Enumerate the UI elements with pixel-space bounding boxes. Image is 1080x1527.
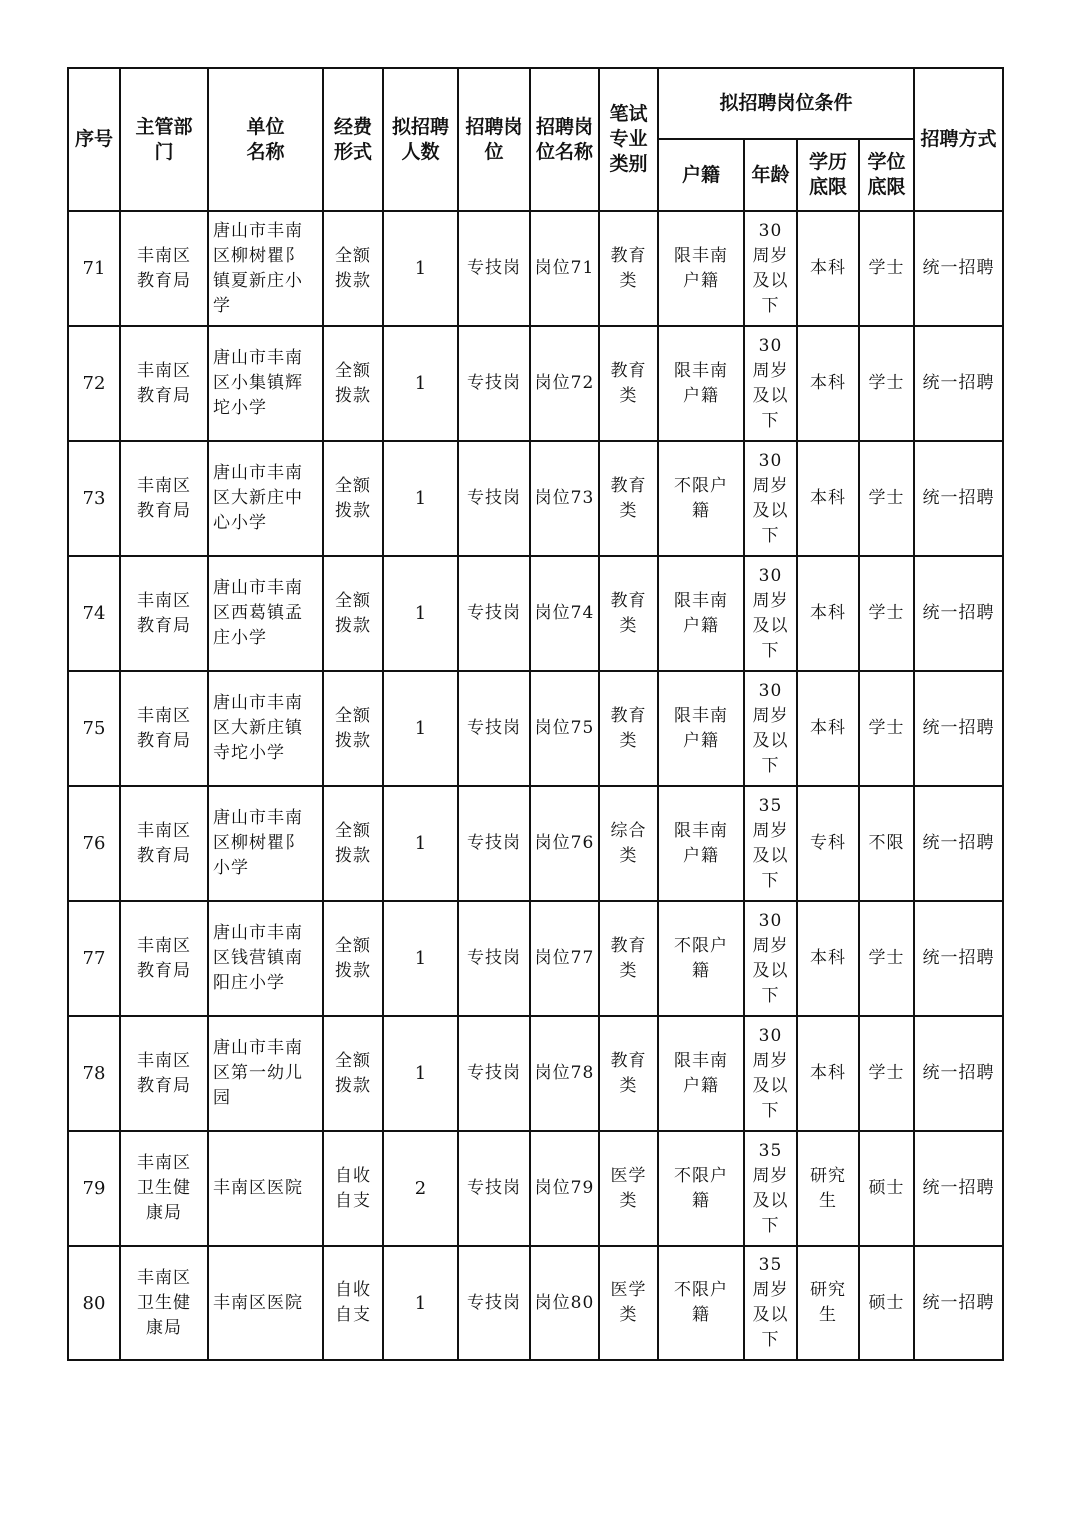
cell-method: 统一招聘 — [914, 326, 1003, 441]
cell-degree: 学士 — [859, 556, 914, 671]
cell-huji: 不限户籍 — [658, 1246, 744, 1360]
cell-funding: 自收自支 — [323, 1131, 383, 1246]
cell-count: 1 — [383, 211, 458, 326]
cell-count: 1 — [383, 556, 458, 671]
cell-huji: 限丰南户籍 — [658, 1016, 744, 1131]
cell-method: 统一招聘 — [914, 441, 1003, 556]
cell-funding: 全额拨款 — [323, 441, 383, 556]
cell-seq: 71 — [68, 211, 120, 326]
cell-age: 30周岁及以下 — [744, 556, 797, 671]
header-degree: 学位底限 — [859, 139, 914, 211]
cell-exam-category: 教育类 — [599, 1016, 658, 1131]
cell-edu: 本科 — [797, 901, 859, 1016]
cell-count: 1 — [383, 1016, 458, 1131]
cell-post-type: 专技岗 — [458, 1246, 530, 1360]
cell-dept: 丰南区教育局 — [120, 671, 208, 786]
cell-age: 35周岁及以下 — [744, 1246, 797, 1360]
cell-dept: 丰南区卫生健康局 — [120, 1246, 208, 1360]
cell-seq: 72 — [68, 326, 120, 441]
cell-unit: 唐山市丰南区柳树瞿阝镇夏新庄小学 — [208, 211, 323, 326]
cell-count: 1 — [383, 786, 458, 901]
cell-post-type: 专技岗 — [458, 441, 530, 556]
cell-count: 1 — [383, 441, 458, 556]
cell-seq: 75 — [68, 671, 120, 786]
cell-dept: 丰南区教育局 — [120, 211, 208, 326]
cell-seq: 80 — [68, 1246, 120, 1360]
cell-age: 30周岁及以下 — [744, 441, 797, 556]
cell-huji: 不限户籍 — [658, 441, 744, 556]
cell-post-name: 岗位73 — [530, 441, 599, 556]
cell-dept: 丰南区教育局 — [120, 556, 208, 671]
cell-huji: 限丰南户籍 — [658, 786, 744, 901]
cell-funding: 全额拨款 — [323, 556, 383, 671]
cell-unit: 唐山市丰南区柳树瞿阝小学 — [208, 786, 323, 901]
cell-funding: 全额拨款 — [323, 671, 383, 786]
cell-degree: 学士 — [859, 671, 914, 786]
cell-seq: 77 — [68, 901, 120, 1016]
cell-edu: 本科 — [797, 1016, 859, 1131]
cell-degree: 硕士 — [859, 1246, 914, 1360]
cell-age: 30周岁及以下 — [744, 1016, 797, 1131]
cell-count: 1 — [383, 1246, 458, 1360]
header-edu: 学历底限 — [797, 139, 859, 211]
cell-edu: 研究生 — [797, 1246, 859, 1360]
cell-age: 30周岁及以下 — [744, 326, 797, 441]
table-row — [68, 326, 1003, 441]
cell-method: 统一招聘 — [914, 786, 1003, 901]
cell-post-name: 岗位71 — [530, 211, 599, 326]
table-row — [68, 786, 1003, 901]
header-post-type: 招聘岗位 — [458, 68, 530, 211]
cell-post-name: 岗位76 — [530, 786, 599, 901]
cell-dept: 丰南区教育局 — [120, 326, 208, 441]
cell-degree: 学士 — [859, 441, 914, 556]
cell-post-name: 岗位77 — [530, 901, 599, 1016]
cell-funding: 全额拨款 — [323, 901, 383, 1016]
cell-method: 统一招聘 — [914, 671, 1003, 786]
cell-method: 统一招聘 — [914, 556, 1003, 671]
cell-post-name: 岗位74 — [530, 556, 599, 671]
table-row — [68, 211, 1003, 326]
cell-seq: 74 — [68, 556, 120, 671]
table-row — [68, 441, 1003, 556]
cell-huji: 不限户籍 — [658, 901, 744, 1016]
cell-seq: 73 — [68, 441, 120, 556]
table-row — [68, 1016, 1003, 1131]
cell-age: 30周岁及以下 — [744, 211, 797, 326]
header-exam-category: 笔试专业类别 — [599, 68, 658, 211]
cell-seq: 78 — [68, 1016, 120, 1131]
cell-exam-category: 综合类 — [599, 786, 658, 901]
cell-exam-category: 教育类 — [599, 211, 658, 326]
table-row — [68, 901, 1003, 1016]
cell-post-type: 专技岗 — [458, 556, 530, 671]
cell-unit: 唐山市丰南区第一幼儿园 — [208, 1016, 323, 1131]
cell-post-type: 专技岗 — [458, 211, 530, 326]
cell-count: 2 — [383, 1131, 458, 1246]
cell-post-name: 岗位80 — [530, 1246, 599, 1360]
header-seq: 序号 — [68, 68, 120, 211]
cell-dept: 丰南区教育局 — [120, 1016, 208, 1131]
cell-post-name: 岗位75 — [530, 671, 599, 786]
cell-seq: 76 — [68, 786, 120, 901]
cell-unit: 唐山市丰南区西葛镇孟庄小学 — [208, 556, 323, 671]
header-unit: 单位名称 — [208, 68, 323, 211]
cell-edu: 本科 — [797, 211, 859, 326]
recruitment-table — [67, 67, 1004, 1361]
cell-unit: 唐山市丰南区大新庄镇寺坨小学 — [208, 671, 323, 786]
cell-exam-category: 教育类 — [599, 441, 658, 556]
cell-huji: 限丰南户籍 — [658, 326, 744, 441]
cell-age: 30周岁及以下 — [744, 671, 797, 786]
cell-exam-category: 医学类 — [599, 1246, 658, 1360]
cell-degree: 不限 — [859, 786, 914, 901]
header-count: 拟招聘人数 — [383, 68, 458, 211]
cell-age: 35周岁及以下 — [744, 786, 797, 901]
header-post-name: 招聘岗位名称 — [530, 68, 599, 211]
cell-post-type: 专技岗 — [458, 901, 530, 1016]
cell-age: 35周岁及以下 — [744, 1131, 797, 1246]
header-method: 招聘方式 — [914, 68, 1003, 211]
cell-post-name: 岗位79 — [530, 1131, 599, 1246]
cell-method: 统一招聘 — [914, 1131, 1003, 1246]
header-conditions: 拟招聘岗位条件 — [658, 68, 914, 139]
cell-huji: 限丰南户籍 — [658, 556, 744, 671]
cell-exam-category: 教育类 — [599, 326, 658, 441]
cell-edu: 专科 — [797, 786, 859, 901]
cell-count: 1 — [383, 671, 458, 786]
cell-exam-category: 教育类 — [599, 556, 658, 671]
cell-degree: 学士 — [859, 326, 914, 441]
header-huji: 户籍 — [658, 139, 744, 211]
cell-unit: 丰南区医院 — [208, 1131, 323, 1246]
cell-post-name: 岗位78 — [530, 1016, 599, 1131]
cell-age: 30周岁及以下 — [744, 901, 797, 1016]
cell-dept: 丰南区卫生健康局 — [120, 1131, 208, 1246]
cell-unit: 唐山市丰南区小集镇辉坨小学 — [208, 326, 323, 441]
cell-edu: 研究生 — [797, 1131, 859, 1246]
cell-dept: 丰南区教育局 — [120, 786, 208, 901]
cell-method: 统一招聘 — [914, 901, 1003, 1016]
cell-seq: 79 — [68, 1131, 120, 1246]
cell-funding: 全额拨款 — [323, 326, 383, 441]
cell-unit: 唐山市丰南区大新庄中心小学 — [208, 441, 323, 556]
cell-degree: 学士 — [859, 1016, 914, 1131]
cell-dept: 丰南区教育局 — [120, 441, 208, 556]
cell-post-type: 专技岗 — [458, 786, 530, 901]
cell-edu: 本科 — [797, 441, 859, 556]
cell-post-type: 专技岗 — [458, 671, 530, 786]
cell-method: 统一招聘 — [914, 211, 1003, 326]
table-row — [68, 1246, 1003, 1360]
header-dept: 主管部门 — [120, 68, 208, 211]
cell-method: 统一招聘 — [914, 1246, 1003, 1360]
cell-funding: 自收自支 — [323, 1246, 383, 1360]
cell-funding: 全额拨款 — [323, 1016, 383, 1131]
cell-dept: 丰南区教育局 — [120, 901, 208, 1016]
cell-count: 1 — [383, 901, 458, 1016]
table-row — [68, 556, 1003, 671]
cell-exam-category: 医学类 — [599, 1131, 658, 1246]
header-age: 年龄 — [744, 139, 797, 211]
cell-post-type: 专技岗 — [458, 1016, 530, 1131]
cell-huji: 限丰南户籍 — [658, 671, 744, 786]
table-row — [68, 671, 1003, 786]
cell-funding: 全额拨款 — [323, 786, 383, 901]
cell-edu: 本科 — [797, 326, 859, 441]
cell-exam-category: 教育类 — [599, 671, 658, 786]
header-funding: 经费形式 — [323, 68, 383, 211]
cell-exam-category: 教育类 — [599, 901, 658, 1016]
cell-degree: 硕士 — [859, 1131, 914, 1246]
cell-post-name: 岗位72 — [530, 326, 599, 441]
cell-method: 统一招聘 — [914, 1016, 1003, 1131]
cell-huji: 限丰南户籍 — [658, 211, 744, 326]
cell-post-type: 专技岗 — [458, 326, 530, 441]
cell-unit: 唐山市丰南区钱营镇南阳庄小学 — [208, 901, 323, 1016]
cell-post-type: 专技岗 — [458, 1131, 530, 1246]
cell-degree: 学士 — [859, 901, 914, 1016]
cell-huji: 不限户籍 — [658, 1131, 744, 1246]
cell-count: 1 — [383, 326, 458, 441]
cell-degree: 学士 — [859, 211, 914, 326]
cell-edu: 本科 — [797, 556, 859, 671]
cell-edu: 本科 — [797, 671, 859, 786]
cell-unit: 丰南区医院 — [208, 1246, 323, 1360]
cell-funding: 全额拨款 — [323, 211, 383, 326]
table-row — [68, 1131, 1003, 1246]
